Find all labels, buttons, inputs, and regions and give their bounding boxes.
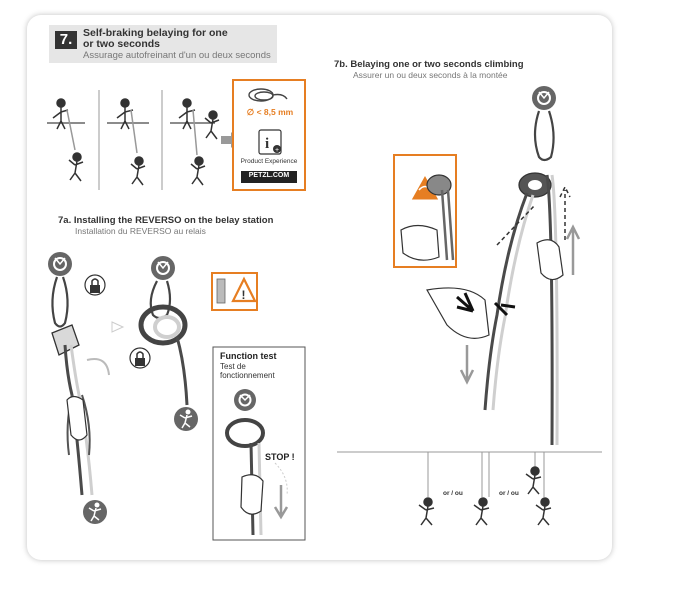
rope-strand: [177, 337, 187, 405]
arrow-down-icon: [461, 345, 473, 382]
illustration-layer: [27, 15, 612, 560]
step-title-line1: Self-braking belaying for one: [83, 27, 228, 39]
section-7a-subtitle: Installation du REVERSO au relais: [75, 226, 206, 236]
or-label: or / ou: [499, 490, 519, 497]
section-7b-title: 7b. Belaying one or two seconds climbing: [334, 59, 524, 70]
second-climber-figure: [209, 111, 217, 119]
climber-figure: [536, 498, 551, 525]
climber-figure: [195, 157, 203, 165]
climber-figure: [526, 467, 541, 494]
sequence-panel-1: [47, 99, 85, 181]
section-7b-subtitle: Assurer un ou deux seconds à la montée: [353, 70, 508, 80]
curved-arrow-icon: [87, 359, 109, 375]
step-subtitle: Assurage autofreinant d'un ou deux seconds: [83, 50, 271, 61]
hand-icon-right: [537, 240, 563, 280]
petzl-link[interactable]: PETZL.COM: [248, 172, 290, 179]
instruction-panel: [27, 15, 612, 560]
chevron-right-icon: [112, 322, 123, 332]
anchor-bolt-icon: [151, 256, 175, 280]
climber-figure: [419, 498, 434, 525]
svg-text:+: +: [275, 147, 280, 154]
sequence-panel-2: [107, 99, 149, 185]
climber-figure: [135, 157, 143, 165]
function-test-subtitle-1: Test de: [220, 362, 246, 371]
carabiner: [535, 111, 554, 160]
rope-diameter-label: ∅ < 8,5 mm: [246, 107, 294, 117]
step-number-badge: 7.: [55, 31, 77, 49]
sequence-panel-3: [170, 99, 219, 185]
lock-icon: [130, 348, 150, 368]
climber-icon: [83, 500, 107, 524]
product-experience-label: Product Experience: [240, 158, 298, 165]
section-7a-title: 7a. Installing the REVERSO on the belay station: [58, 215, 274, 226]
arrow-up-icon: [567, 227, 579, 275]
arrow-up-dashed-icon: [560, 187, 570, 240]
svg-text:!: !: [241, 288, 246, 302]
anchor-bolt-icon: [234, 389, 256, 411]
hand-icon-left: [427, 288, 489, 338]
hand-icon: [241, 475, 263, 514]
stop-label: STOP !: [265, 452, 295, 462]
carabiner: [52, 277, 67, 327]
carabiner: [151, 281, 170, 318]
climber-figure: [474, 498, 489, 525]
or-label: or / ou: [443, 490, 463, 497]
belayer-figure: [183, 99, 191, 107]
hand-icon: [401, 226, 439, 261]
climber-figure: [73, 153, 81, 161]
belayer-figure: [57, 99, 65, 107]
anchor-bolt-icon: [48, 252, 72, 276]
step-title-line2: or two seconds: [83, 38, 161, 50]
function-test-title: Function test: [220, 351, 277, 361]
step-title: [83, 28, 273, 50]
rope-strand-climber: [547, 175, 552, 445]
svg-text:i: i: [265, 136, 270, 152]
function-test-subtitle-2: fonctionnement: [220, 371, 275, 380]
anchor-bolt-icon: [532, 86, 556, 110]
lock-icon: [85, 275, 105, 295]
climber-icon: [174, 407, 198, 431]
belayer-figure: [121, 99, 129, 107]
